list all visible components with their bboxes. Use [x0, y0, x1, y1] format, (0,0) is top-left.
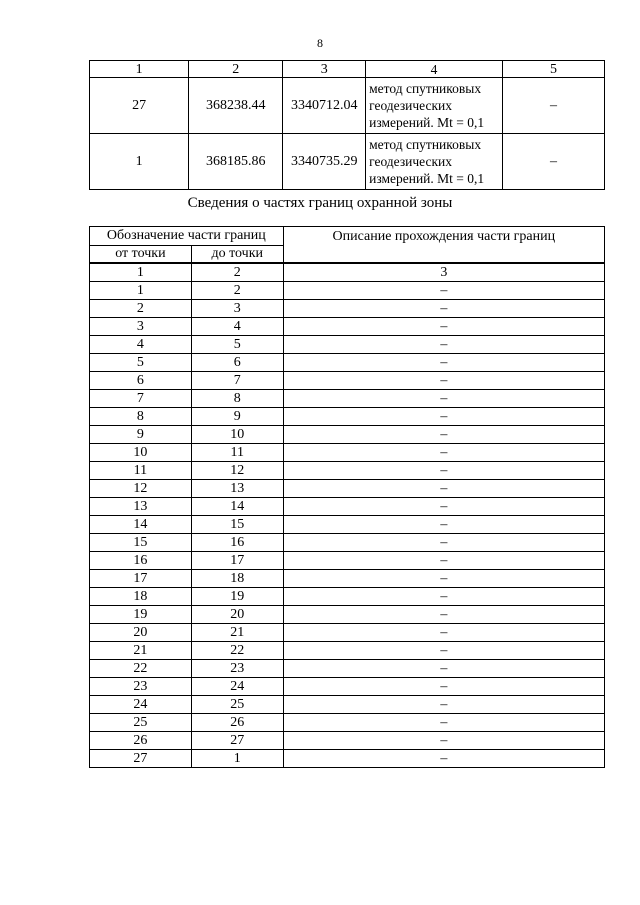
- to-cell: 19: [191, 588, 283, 606]
- to-cell: 8: [191, 390, 283, 408]
- from-cell: 9: [90, 426, 192, 444]
- description-cell: –: [283, 444, 604, 462]
- to-cell: 24: [191, 678, 283, 696]
- from-cell: 7: [90, 390, 192, 408]
- y-cell: 3340735.29: [283, 134, 366, 190]
- to-cell: 18: [191, 570, 283, 588]
- to-cell: 2: [191, 282, 283, 300]
- to-cell: 10: [191, 426, 283, 444]
- description-cell: –: [283, 426, 604, 444]
- description-cell: –: [283, 408, 604, 426]
- description-cell: –: [283, 732, 604, 750]
- table-row: [90, 714, 605, 732]
- table-row: [90, 354, 605, 372]
- description-cell: –: [283, 354, 604, 372]
- header-cell: 2: [189, 61, 283, 78]
- to-cell: 26: [191, 714, 283, 732]
- from-cell: 26: [90, 732, 192, 750]
- from-cell: 25: [90, 714, 192, 732]
- header-cell: 4: [366, 61, 503, 78]
- note-cell: –: [503, 78, 605, 134]
- from-cell: 27: [90, 750, 192, 768]
- description-cell: –: [283, 606, 604, 624]
- table-row: [90, 588, 605, 606]
- table-row: [90, 134, 605, 190]
- to-cell: 23: [191, 660, 283, 678]
- from-cell: 15: [90, 534, 192, 552]
- point-cell: 27: [90, 78, 189, 134]
- designation-header: Обозначение части границ: [90, 227, 284, 246]
- from-cell: 22: [90, 660, 192, 678]
- to-cell: 22: [191, 642, 283, 660]
- description-cell: –: [283, 534, 604, 552]
- method-line: геодезических: [369, 154, 453, 169]
- description-cell: –: [283, 480, 604, 498]
- table-row: [90, 606, 605, 624]
- description-cell: –: [283, 624, 604, 642]
- table-row: [90, 642, 605, 660]
- table-row: [90, 732, 605, 750]
- to-cell: 15: [191, 516, 283, 534]
- header-cell: 1: [90, 61, 189, 78]
- from-cell: 2: [90, 300, 192, 318]
- from-cell: 5: [90, 354, 192, 372]
- to-cell: 11: [191, 444, 283, 462]
- column-number: 2: [191, 263, 283, 282]
- table-row: [90, 426, 605, 444]
- x-cell: 368185.86: [189, 134, 283, 190]
- table-row: [90, 750, 605, 768]
- description-cell: –: [283, 336, 604, 354]
- to-cell: 13: [191, 480, 283, 498]
- table-row: [90, 444, 605, 462]
- page-number: 8: [317, 36, 323, 50]
- to-header: до точки: [191, 246, 283, 264]
- table-row: [90, 282, 605, 300]
- to-cell: 20: [191, 606, 283, 624]
- description-cell: –: [283, 588, 604, 606]
- header-cell: 3: [283, 61, 366, 78]
- from-cell: 3: [90, 318, 192, 336]
- table-row: [90, 660, 605, 678]
- table-row: [90, 498, 605, 516]
- description-cell: –: [283, 498, 604, 516]
- column-number: 3: [283, 263, 604, 282]
- to-cell: 16: [191, 534, 283, 552]
- description-cell: –: [283, 714, 604, 732]
- to-cell: 25: [191, 696, 283, 714]
- table-row: [90, 624, 605, 642]
- table-row: [90, 516, 605, 534]
- to-cell: 27: [191, 732, 283, 750]
- from-cell: 18: [90, 588, 192, 606]
- from-cell: 24: [90, 696, 192, 714]
- from-cell: 6: [90, 372, 192, 390]
- method-line: измерений. Mt = 0,1: [369, 115, 485, 130]
- to-cell: 3: [191, 300, 283, 318]
- description-cell: –: [283, 552, 604, 570]
- table-row: [90, 480, 605, 498]
- to-cell: 6: [191, 354, 283, 372]
- table-row: [90, 552, 605, 570]
- section-caption: Сведения о частях границ охранной зоны: [187, 195, 453, 211]
- from-cell: 21: [90, 642, 192, 660]
- description-cell: –: [283, 570, 604, 588]
- description-cell: –: [283, 282, 604, 300]
- point-cell: 1: [90, 134, 189, 190]
- method-line: геодезических: [369, 98, 453, 113]
- table-row: [90, 462, 605, 480]
- description-cell: –: [283, 300, 604, 318]
- boundary-parts-table: [89, 226, 605, 768]
- from-cell: 13: [90, 498, 192, 516]
- table-row: [90, 534, 605, 552]
- from-cell: 11: [90, 462, 192, 480]
- from-cell: 16: [90, 552, 192, 570]
- description-cell: –: [283, 390, 604, 408]
- to-cell: 17: [191, 552, 283, 570]
- table-row: [90, 570, 605, 588]
- description-cell: –: [283, 642, 604, 660]
- coordinates-table: [89, 60, 605, 190]
- to-cell: 7: [191, 372, 283, 390]
- table-row: [90, 78, 605, 134]
- to-cell: 12: [191, 462, 283, 480]
- to-cell: 14: [191, 498, 283, 516]
- note-cell: –: [503, 134, 605, 190]
- method-line: метод спутниковых: [369, 137, 482, 152]
- method-line: измерений. Mt = 0,1: [369, 171, 485, 186]
- from-cell: 20: [90, 624, 192, 642]
- table-row: [90, 678, 605, 696]
- from-cell: 1: [90, 282, 192, 300]
- y-cell: 3340712.04: [283, 78, 366, 134]
- description-cell: –: [283, 660, 604, 678]
- from-cell: 17: [90, 570, 192, 588]
- description-cell: –: [283, 372, 604, 390]
- table-row: [90, 390, 605, 408]
- column-number: 1: [90, 263, 192, 282]
- description-cell: –: [283, 462, 604, 480]
- description-cell: –: [283, 678, 604, 696]
- description-cell: –: [283, 750, 604, 768]
- from-cell: 4: [90, 336, 192, 354]
- to-cell: 4: [191, 318, 283, 336]
- method-line: метод спутниковых: [369, 81, 482, 96]
- table-row: [90, 318, 605, 336]
- table-header-row: [90, 227, 605, 246]
- table-row: [90, 300, 605, 318]
- from-header: от точки: [90, 246, 192, 264]
- header-cell: 5: [503, 61, 605, 78]
- description-cell: –: [283, 516, 604, 534]
- to-cell: 5: [191, 336, 283, 354]
- table-row: [90, 408, 605, 426]
- x-cell: 368238.44: [189, 78, 283, 134]
- column-number-row: [90, 263, 605, 282]
- from-cell: 12: [90, 480, 192, 498]
- table-header-row: [90, 61, 605, 78]
- from-cell: 19: [90, 606, 192, 624]
- to-cell: 9: [191, 408, 283, 426]
- description-header: Описание прохождения части границ: [283, 227, 604, 264]
- from-cell: 10: [90, 444, 192, 462]
- method-cell: [366, 134, 503, 190]
- description-cell: –: [283, 318, 604, 336]
- to-cell: 21: [191, 624, 283, 642]
- from-cell: 23: [90, 678, 192, 696]
- table-row: [90, 336, 605, 354]
- description-cell: –: [283, 696, 604, 714]
- table-row: [90, 696, 605, 714]
- to-cell: 1: [191, 750, 283, 768]
- method-cell: [366, 78, 503, 134]
- from-cell: 14: [90, 516, 192, 534]
- from-cell: 8: [90, 408, 192, 426]
- table-row: [90, 372, 605, 390]
